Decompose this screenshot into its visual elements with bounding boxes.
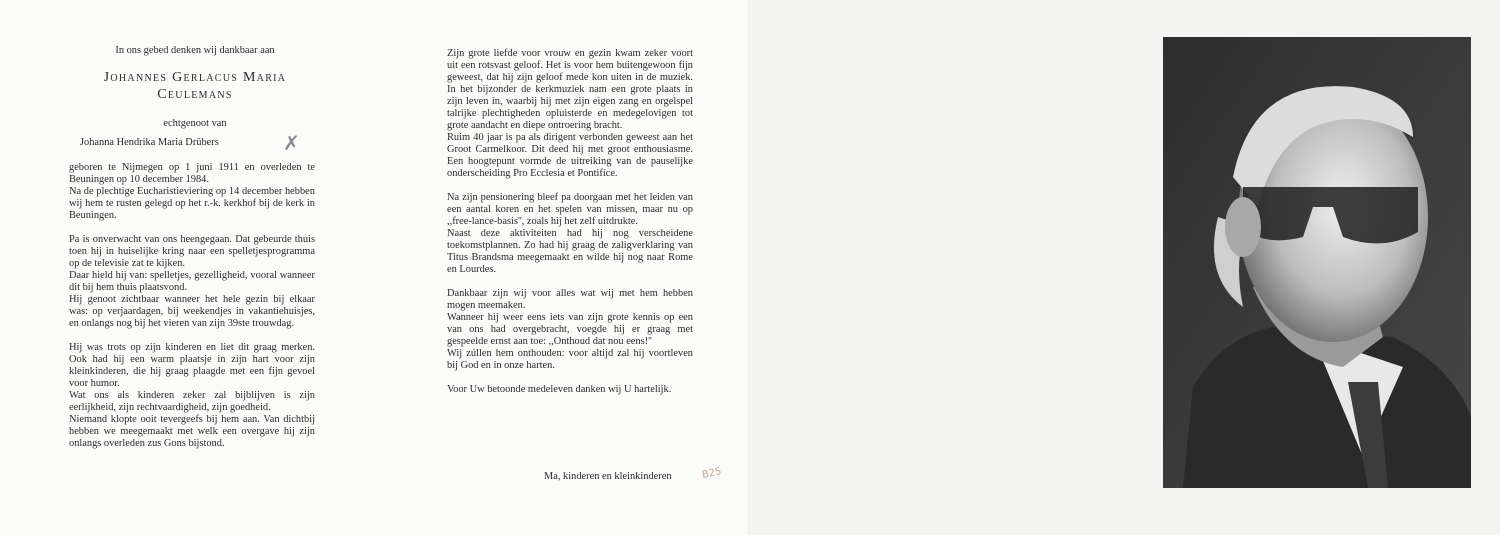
paragraph: Hij was trots op zijn kinderen en liet dit graag merken. Ook had hij een warm plaatsje in zijn hart voor zijn kleinkinderen, die hij graag plaagde met een fijn gevoel voor humor. Wat ons als kinderen zeker zal bijblijven is zijn eerlijkheid, zijn rechtvaardigheid, zijn goedheid. Niemand klopte ooit tevergeefs bij hem aan. Van dichtbij hebben we meegemaakt met welk een overgave hij zijn onlangs overleden zus Gons bijstond.	[69, 342, 315, 449]
paragraph: Zijn grote liefde voor vrouw en gezin kwam zeker voort uit een rotsvast geloof. Het is voor hem buitengewoon fijn geweest, dat hij zijn geloof mede kon uiten in de muziek. In het bijzonder de kerkmuziek nam een grote plaats in zijn leven in, waarbij hij met zijn eigen zang en orgelspel talrijke plechtigheden opluisterde en medegelovigen tot grote aandacht en diepe ontroering bracht. Ruim 40 jaar is pa als dirigent verbonden geweest aan het Groot Carmelkoor. Dit deed hij met groot enthousiasme. Een hoogtepunt vormde de uitreiking van de pauselijke onderscheiding Pro Ecclesia et Pontifice.	[447, 48, 693, 179]
spouse-name: Johanna Hendrika Maria Drübers	[80, 137, 219, 148]
paragraph: Voor Uw betoonde medeleven danken wij U hartelijk.	[447, 384, 672, 395]
deceased-name-line2: Ceulemans	[157, 87, 233, 102]
left-text-column	[69, 162, 315, 462]
portrait-photo	[1163, 37, 1471, 488]
signature: Ma, kinderen en kleinkinderen	[544, 471, 672, 482]
card-inner-spread	[0, 0, 748, 535]
handwritten-number: B25	[701, 466, 723, 481]
paragraph: Dankbaar zijn wij voor alles wat wij met hem hebben mogen meemaken. Wanneer hij weer eens iets van zijn grote kennis op een van ons had overgebracht, voegde hij er graag met gespeelde ernst aan toe: ,,Onthoud dat nou eens!'' Wij zúllen hem onthouden: voor altijd zal hij voortleven bij God en in onze harten.	[447, 288, 693, 371]
spouse-label: echtgenoot van	[163, 118, 227, 129]
right-text-column	[447, 48, 693, 408]
deceased-name-line1: Johannes Gerlacus Maria	[103, 70, 287, 85]
handwritten-mark: ✗	[283, 131, 300, 155]
paragraph: geboren te Nijmegen op 1 juni 1911 en overleden te Beuningen op 10 december 1984. Na de plechtige Eucharistieviering op 14 december hebben wij hem te rusten gelegd op het r.-k. kerkhof bij de kerk in Beuningen.	[69, 162, 315, 221]
intro-line: In ons gebed denken wij dankbaar aan	[115, 45, 275, 56]
paragraph: Pa is onverwacht van ons heengegaan. Dat gebeurde thuis toen hij in huiselijke kring naar een spelletjesprogramma op de televisie zat te kijken. Daar hield hij van: spelletjes, gezelligheid, vooral wanneer dit bij hem thuis plaatsvond. Hij genoot zichtbaar wanneer het hele gezin bij elkaar was: op verjaardagen, bij weekendjes in vakantiehuisjes, en onlangs nog bij het vieren van zijn 39ste trouwdag.	[69, 234, 315, 329]
paragraph: Na zijn pensionering bleef pa doorgaan met het leiden van een aantal koren en het spelen van missen, maar nu op ,,free-lance-basis'', zoals hij het zelf uitdrukte. Naast deze aktiviteiten had hij nog verscheidene toekomstplannen. Zo had hij graag de zaligverklaring van Titus Brandsma meegemaakt en wilde hij nog naar Rome en Lourdes.	[447, 192, 693, 275]
